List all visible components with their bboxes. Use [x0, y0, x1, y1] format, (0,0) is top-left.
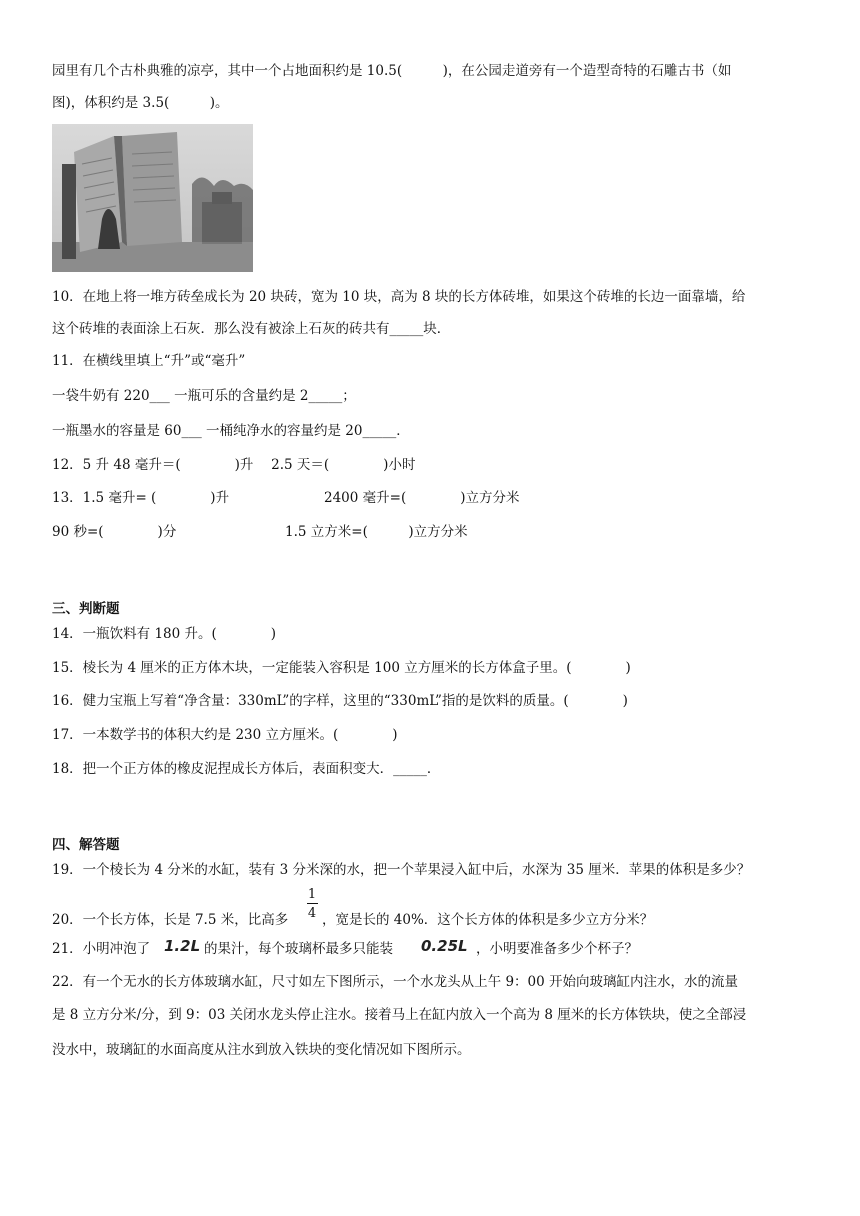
question-13-part-2: 2400 毫升=( )立方分米 — [324, 490, 520, 506]
question-13-part-4: 1.5 立方米=( )立方分米 — [285, 524, 468, 540]
section-heading-solve: 四、解答题 — [52, 837, 120, 853]
fraction-bar — [307, 903, 318, 904]
question-14: 14．一瓶饮料有 180 升。( ) — [52, 626, 277, 642]
question-21-end: ，小明要准备多少个杯子？ — [476, 941, 638, 957]
question-10-line-1: 10．在地上将一堆方砖垒成长为 20 块砖，宽为 10 块，高为 8 块的长方体砖堆，如果这个砖堆的长边一面靠墙，给 — [52, 289, 746, 305]
question-10-line-2: 这个砖堆的表面涂上石灰．那么没有被涂上石灰的砖共有_____块． — [52, 321, 451, 337]
cup-amount: 0.25L — [421, 937, 468, 955]
question-19: 19．一个棱长为 4 分米的水缸，装有 3 分米深的水，把一个苹果浸入缸中后，水深为 35 厘米．苹果的体积是多少？ — [52, 862, 751, 878]
text-line-1: 园里有几个古朴典雅的凉亭，其中一个占地面积约是 10.5( )，在公园走道旁有一个造型奇特的石雕古书（如 — [52, 63, 732, 79]
question-11: 11．在横线里填上“升”或“毫升” — [52, 353, 246, 369]
question-22-line-3: 没水中，玻璃缸的水面高度从注水到放入铁块的变化情况如下图所示。 — [52, 1042, 471, 1058]
juice-amount: 1.2L — [164, 937, 201, 955]
question-18: 18．把一个正方体的橡皮泥捏成长方体后，表面积变大．_____． — [52, 761, 441, 777]
question-11-line-a: 一袋牛奶有 220___ 一瓶可乐的含量约是 2_____； — [52, 388, 356, 404]
fraction-denominator: 4 — [307, 906, 317, 921]
question-21-middle: 的果汁，每个玻璃杯最多只能装 — [204, 941, 393, 957]
question-13-part-3: 90 秒=( )分 — [52, 524, 177, 540]
question-11-line-b: 一瓶墨水的容量是 60___ 一桶纯净水的容量约是 20_____． — [52, 423, 410, 439]
question-20-start: 20．一个长方体，长是 7.5 米，比高多 — [52, 912, 289, 928]
question-22-line-2: 是 8 立方分米/分，到 9：03 关闭水龙头停止注水。接着马上在缸内放入一个高为 8 厘米的长方体铁块，使之全部浸 — [52, 1007, 747, 1023]
question-22-line-1: 22．有一个无水的长方体玻璃水缸，尺寸如左下图所示，一个水龙头从上午 9：00 开始向玻璃缸内注水，水的流量 — [52, 974, 739, 990]
text-line-2: 图)，体积约是 3.5( )。 — [52, 95, 229, 111]
question-20-end: ，宽是长的 40%．这个长方体的体积是多少立方分米？ — [322, 912, 654, 928]
question-12: 12．5 升 48 毫升＝( )升 2.5 天＝( )小时 — [52, 457, 416, 473]
question-13-part-1: 13．1.5 毫升= ( )升 — [52, 490, 230, 506]
stone-book-photo — [52, 124, 253, 272]
question-15: 15．棱长为 4 厘米的正方体木块，一定能装入容积是 100 立方厘米的长方体盒子里。( ) — [52, 660, 631, 676]
question-21-start: 21．小明冲泡了 — [52, 941, 151, 957]
section-heading-judge: 三、判断题 — [52, 601, 120, 617]
stone-book-image — [52, 124, 253, 272]
fraction-numerator: 1 — [307, 887, 317, 902]
question-17: 17．一本数学书的体积大约是 230 立方厘米。( ) — [52, 727, 398, 743]
question-16: 16．健力宝瓶上写着“净含量：330mL”的字样，这里的“330mL”指的是饮料的质量。( ) — [52, 693, 628, 709]
